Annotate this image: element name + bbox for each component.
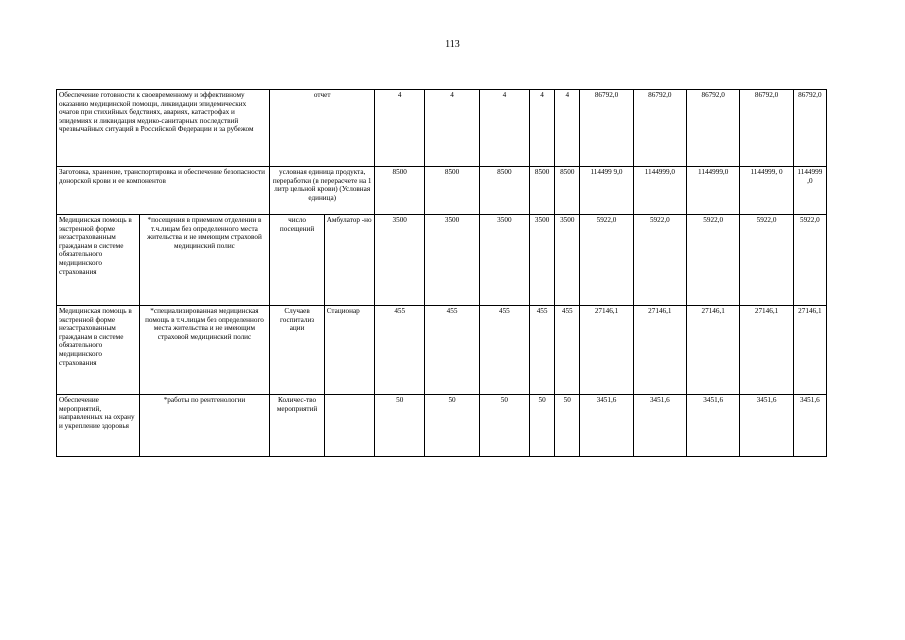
row-condition: Стационар xyxy=(324,306,374,395)
row-content: *посещения в приемном отделении в т.ч.лицам без определенного места жительства и не имеющим страховой медицинский полис xyxy=(139,215,270,306)
cell: 50 xyxy=(375,395,425,457)
table-row xyxy=(57,215,827,306)
cell: 27146,1 xyxy=(793,306,826,395)
cell: 27146,1 xyxy=(633,306,686,395)
cell: 3451,6 xyxy=(740,395,793,457)
cell: 3451,6 xyxy=(633,395,686,457)
cell: 50 xyxy=(479,395,529,457)
row-description: Обеспечение готовности к своевременному и эффективному оказанию медицинской помощи, ликвидации эпидемических очагов при стихийных бедствиях, авариях, катастрофах и эпидемиях и ликвидация медико-санитарных последствий чрезвычайных ситуаций в Российской Федерации и за рубежом xyxy=(57,90,270,167)
cell: 3500 xyxy=(479,215,529,306)
cell: 3500 xyxy=(425,215,479,306)
row-unit: отчет xyxy=(270,90,375,167)
cell: 5922,0 xyxy=(793,215,826,306)
row-condition: Амбулатор -но xyxy=(324,215,374,306)
row-name: Обеспечение мероприятий, направленных на охрану и укрепление здоровья xyxy=(57,395,140,457)
cell: 455 xyxy=(375,306,425,395)
cell: 86792,0 xyxy=(740,90,793,167)
services-table xyxy=(56,89,827,457)
cell: 27146,1 xyxy=(687,306,740,395)
cell: 86792,0 xyxy=(793,90,826,167)
cell: 50 xyxy=(530,395,555,457)
cell: 3500 xyxy=(555,215,580,306)
cell: 4 xyxy=(375,90,425,167)
cell: 86792,0 xyxy=(633,90,686,167)
cell: 1144999,0 xyxy=(687,167,740,215)
cell: 5922,0 xyxy=(633,215,686,306)
cell: 5922,0 xyxy=(740,215,793,306)
row-unit: число посещений xyxy=(270,215,324,306)
cell: 1144999, 0 xyxy=(740,167,793,215)
cell: 4 xyxy=(555,90,580,167)
row-name: Медицинская помощь в экстренной форме незастрахованным гражданам в системе обязательного медицинского страхования xyxy=(57,215,140,306)
cell: 4 xyxy=(479,90,529,167)
cell: 4 xyxy=(425,90,479,167)
cell: 4 xyxy=(530,90,555,167)
cell: 455 xyxy=(425,306,479,395)
cell: 27146,1 xyxy=(580,306,633,395)
cell: 5922,0 xyxy=(580,215,633,306)
table-row xyxy=(57,395,827,457)
row-content: *работы по рентгенологии xyxy=(139,395,270,457)
cell: 114499 9,0 xyxy=(580,167,633,215)
table-row xyxy=(57,306,827,395)
row-name: Медицинская помощь в экстренной форме незастрахованным гражданам в системе обязательного медицинского страхования xyxy=(57,306,140,395)
cell: 3451,6 xyxy=(687,395,740,457)
cell: 5922,0 xyxy=(687,215,740,306)
cell: 8500 xyxy=(375,167,425,215)
cell: 86792,0 xyxy=(580,90,633,167)
cell: 3500 xyxy=(375,215,425,306)
cell: 50 xyxy=(425,395,479,457)
cell: 3451,6 xyxy=(793,395,826,457)
cell: 27146,1 xyxy=(740,306,793,395)
cell: 8500 xyxy=(479,167,529,215)
cell: 3500 xyxy=(530,215,555,306)
cell: 1144999,0 xyxy=(633,167,686,215)
cell: 8500 xyxy=(555,167,580,215)
cell: 3451,6 xyxy=(580,395,633,457)
row-description: Заготовка, хранение, транспортировка и обеспечение безопасности донорской крови и ее компонентов xyxy=(57,167,270,215)
cell: 50 xyxy=(555,395,580,457)
cell: 455 xyxy=(555,306,580,395)
table-row xyxy=(57,167,827,215)
cell: 455 xyxy=(530,306,555,395)
row-unit: условная единица продукта, переработки (в перерасчете на 1 литр цельной крови) (Условная единица) xyxy=(270,167,375,215)
row-unit: Количес-тво мероприятий xyxy=(270,395,324,457)
row-content: *специализированная медицинская помощь в т.ч.лицам без определенного места жительства и не имеющим страховой медицинский полис xyxy=(139,306,270,395)
cell: 1144999 ,0 xyxy=(793,167,826,215)
cell: 8500 xyxy=(425,167,479,215)
cell: 8500 xyxy=(530,167,555,215)
row-condition xyxy=(324,395,374,457)
table-row xyxy=(57,90,827,167)
cell: 86792,0 xyxy=(687,90,740,167)
cell: 455 xyxy=(479,306,529,395)
page-number: 113 xyxy=(445,39,460,50)
row-unit: Случаев госпитализ ации xyxy=(270,306,324,395)
